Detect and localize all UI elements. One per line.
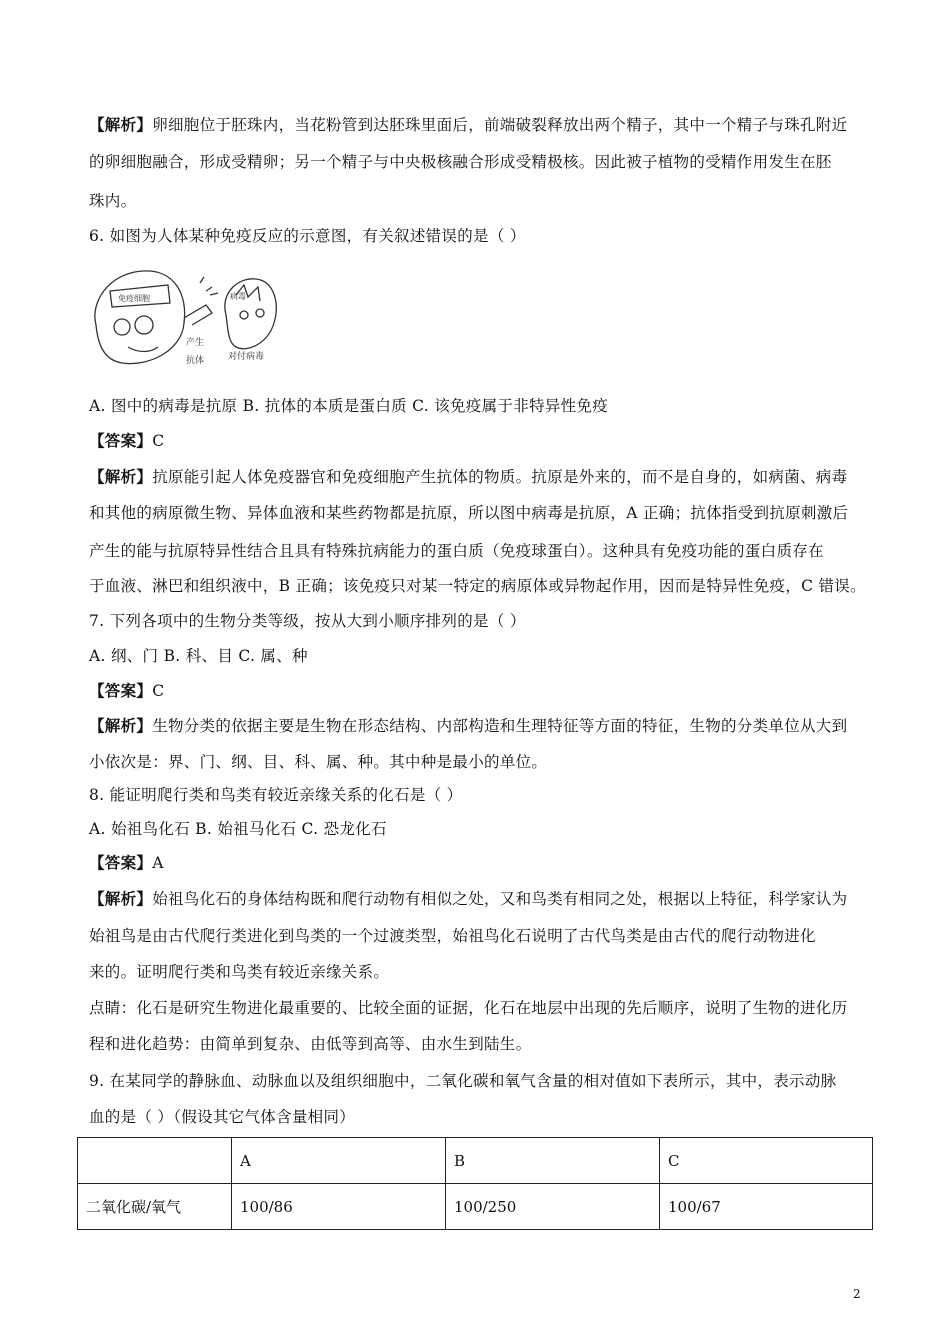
table-cell: 100/86: [232, 1184, 446, 1230]
answer-8: 【答案】A: [89, 853, 164, 872]
question-9: 9. 在某同学的静脉血、动脉血以及组织细胞中，二氧化碳和氧气含量的相对值如下表所示，其中，表示动脉: [89, 1072, 837, 1090]
question-9-cont: 血的是（ ）（假设其它气体含量相同）: [89, 1108, 356, 1126]
paragraph-line: 珠内。: [89, 192, 137, 210]
gas-content-table: [77, 1137, 873, 1230]
paragraph-line: 的卵细胞融合，形成受精卵；另一个精子与中央极核融合形成受精极核。因此被子植物的受精作用发生在胚: [89, 153, 832, 171]
figure-label-cell: 免疫细胞: [118, 294, 150, 303]
paragraph-line: 于血液、淋巴和组织液中，B 正确；该免疫只对某一特定的病原体或异物起作用，因而是特异性免疫，C 错误。: [89, 577, 866, 595]
paragraph-line: 始祖鸟是由古代爬行类进化到鸟类的一个过渡类型，始祖鸟化石说明了古代鸟类是由古代的爬行动物进化: [89, 927, 816, 945]
paragraph-line: 【解析】卵细胞位于胚珠内，当花粉管到达胚珠里面后，前端破裂释放出两个精子，其中一个精子与珠孔附近: [89, 115, 848, 134]
table-row: [78, 1184, 873, 1230]
answer-6: 【答案】C: [89, 431, 165, 450]
page-number: 2: [853, 1287, 861, 1301]
question-7: 7. 下列各项中的生物分类等级，按从大到小顺序排列的是（ ）: [89, 612, 526, 630]
table-header-cell: A: [232, 1138, 446, 1184]
table-header-row: [78, 1138, 873, 1184]
question-6: 6. 如图为人体某种免疫反应的示意图，有关叙述错误的是（ ）: [89, 227, 526, 245]
answer-label: 【解析】: [89, 115, 153, 134]
paragraph-line: 小依次是：界、门、纲、目、科、属、种。其中种是最小的单位。: [89, 753, 548, 771]
table-header-cell: C: [660, 1138, 873, 1184]
paragraph-line: 【解析】始祖鸟化石的身体结构既和爬行动物有相似之处，又和鸟类有相同之处，根据以上特征，科学家认为: [89, 889, 848, 908]
note-line: 点睛：化石是研究生物进化最重要的、比较全面的证据，化石在地层中出现的先后顺序，说明了生物的进化历: [89, 999, 848, 1017]
paragraph-line: 【解析】抗原能引起人体免疫器官和免疫细胞产生抗体的物质。抗原是外来的，而不是自身的，如病菌、病毒: [89, 467, 848, 486]
answer-7: 【答案】C: [89, 681, 165, 700]
note-line: 程和进化趋势：由简单到复杂、由低等到高等、由水生到陆生。: [89, 1035, 532, 1053]
figure-label-produce: 产生: [186, 338, 205, 348]
options-7: A. 纲、门 B. 科、目 C. 属、种: [89, 647, 308, 665]
figure-label-antibody: 抗体: [186, 356, 205, 366]
paragraph-line: 【解析】生物分类的依据主要是生物在形态结构、内部构造和生理特征等方面的特征，生物的分类单位从大到: [89, 716, 848, 735]
paragraph-line: 产生的能与抗原特异性结合且具有特殊抗病能力的蛋白质（免疫球蛋白）。这种具有免疫功能的蛋白质存在: [89, 542, 824, 560]
figure-label-virus: 病毒: [230, 292, 246, 301]
paragraph-line: 来的。证明爬行类和鸟类有较近亲缘关系。: [89, 963, 390, 981]
table-header-cell: B: [446, 1138, 660, 1184]
table-cell: 100/250: [446, 1184, 660, 1230]
immune-response-figure: [88, 263, 284, 373]
table-cell: 100/67: [660, 1184, 873, 1230]
options-8: A. 始祖鸟化石 B. 始祖马化石 C. 恐龙化石: [89, 820, 387, 838]
paragraph-line: 和其他的病原微生物、异体血液和某些药物都是抗原，所以图中病毒是抗原，A 正确；抗体指受到抗原刺激后: [89, 504, 849, 522]
table-header-cell: [78, 1138, 232, 1184]
options-6: A. 图中的病毒是抗原 B. 抗体的本质是蛋白质 C. 该免疫属于非特异性免疫: [89, 397, 609, 415]
table-cell: 二氧化碳/氧气: [78, 1184, 232, 1230]
question-8: 8. 能证明爬行类和鸟类有较近亲缘关系的化石是（ ）: [89, 786, 463, 804]
figure-label-fight-virus: 对付病毒: [228, 352, 265, 362]
